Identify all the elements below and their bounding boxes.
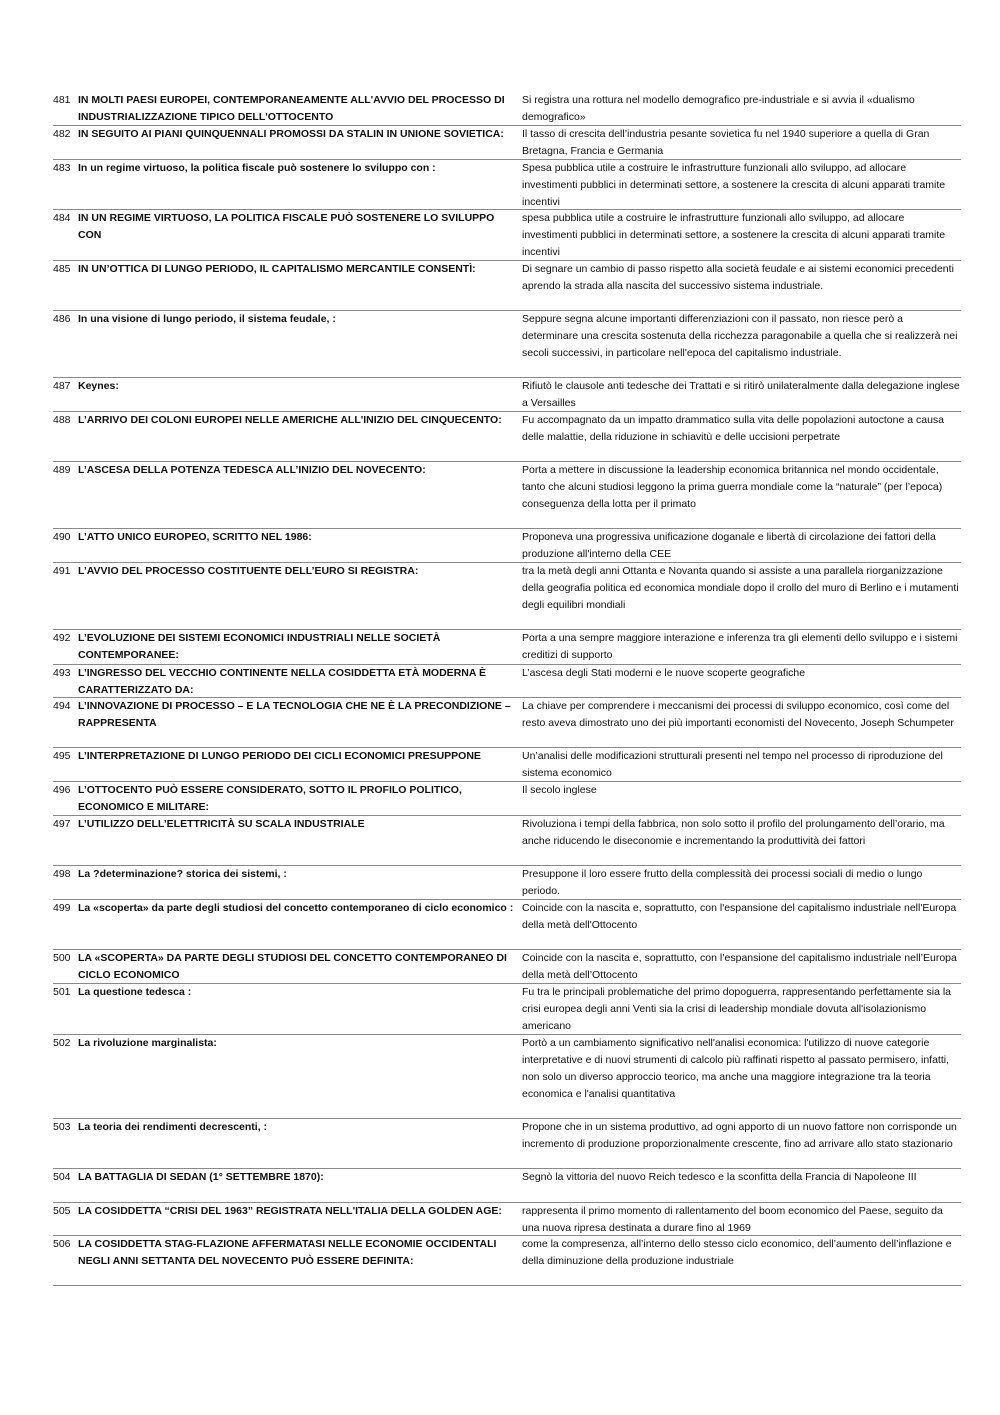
table-row bbox=[53, 563, 961, 630]
table-row bbox=[53, 126, 961, 160]
answer-text: Coincide con la nascita e, soprattutto, con l'espansione del capitalismo industriale nell'Europa della metà dell'Ottocento bbox=[522, 902, 957, 931]
question-text: L’ASCESA DELLA POTENZA TEDESCA ALL’INIZIO DEL NOVECENTO: bbox=[78, 464, 426, 476]
question-text: La rivoluzione marginalista: bbox=[78, 1037, 217, 1049]
table-row bbox=[53, 378, 961, 412]
table-row bbox=[53, 412, 961, 462]
question-text: LA COSIDDETTA STAG-FLAZIONE AFFERMATASI NELLE ECONOMIE OCCIDENTALI NEGLI ANNI SETTANTA DEL NOVECENTO PUÒ ESSERE DEFINITA: bbox=[78, 1238, 497, 1267]
answer-text: Spesa pubblica utile a costruire le infrastrutture funzionali allo sviluppo, ad allocare investimenti pubblici in determinati settore, a sostenere la crescita di alcuni apparati tramite incentivi bbox=[522, 162, 946, 208]
table-row bbox=[53, 698, 961, 748]
answer-text: Coincide con la nascita e, soprattutto, con l’espansione del capitalismo industriale nell’Europa della metà dell’Ottocento bbox=[522, 952, 957, 981]
table-row bbox=[53, 1203, 961, 1236]
question-number: 482 bbox=[53, 128, 71, 140]
table-row bbox=[53, 1119, 961, 1169]
answer-text: Porta a mettere in discussione la leadership economica britannica nel mondo occidentale, tanto che alcuni studiosi leggono la prima guerra mondiale come la “naturale” (per l’epoca) conseguenza della lotta per il primato bbox=[522, 464, 943, 510]
question-number: 496 bbox=[53, 784, 71, 796]
answer-text: Proponeva una progressiva unificazione doganale e libertà di circolazione dei fattori della produzione all'interno della CEE bbox=[522, 531, 936, 560]
question-text: L’ARRIVO DEI COLONI EUROPEI NELLE AMERICHE ALL'INIZIO DEL CINQUECENTO: bbox=[78, 414, 502, 426]
question-text: IN MOLTI PAESI EUROPEI, CONTEMPORANEAMENTE ALL'AVVIO DEL PROCESSO DI INDUSTRIALIZZAZIONE TIPICO DELL'OTTOCENTO bbox=[78, 94, 505, 123]
question-text: La questione tedesca : bbox=[78, 986, 192, 998]
answer-text: Il secolo inglese bbox=[522, 784, 597, 796]
answer-text: Di segnare un cambio di passo rispetto alla società feudale e ai sistemi economici precedenti aprendo la strada alla nascita del successivo sistema industriale. bbox=[522, 263, 954, 292]
question-number: 487 bbox=[53, 380, 71, 392]
question-number: 497 bbox=[53, 818, 71, 830]
question-number: 494 bbox=[53, 700, 71, 712]
answer-text: Fu tra le principali problematiche del primo dopoguerra, rappresentando perfettamente sia la crisi europea degli anni Venti sia la crisi di leadership mondiale dovuta all'isolazionismo americano bbox=[522, 986, 951, 1032]
answer-text: Rifiutò le clausole anti tedesche dei Trattati e si ritirò unilateralmente dalla delegazione inglese a Versailles bbox=[522, 380, 960, 409]
answer-text: Porta a una sempre maggiore interazione e inferenza tra gli elementi dello sviluppo e i sistemi creditizi di supporto bbox=[522, 632, 958, 661]
question-number: 485 bbox=[53, 263, 71, 275]
answer-text: Segnò la vittoria del nuovo Reich tedesco e la sconfitta della Francia di Napoleone III bbox=[522, 1171, 917, 1183]
table-row bbox=[53, 984, 961, 1035]
question-number: 481 bbox=[53, 94, 71, 106]
answer-text: Rivoluziona i tempi della fabbrica, non solo sotto il profilo del prolungamento dell’orario, ma anche riducendo le diseconomie e incrementando la produttività dei fattori bbox=[522, 818, 945, 847]
question-text: In un regime virtuoso, la politica fiscale può sostenere lo sviluppo con : bbox=[78, 162, 436, 174]
answer-text: Si registra una rottura nel modello demografico pre-industriale e si avvia il «dualismo demografico» bbox=[522, 94, 915, 123]
table-row bbox=[53, 630, 961, 665]
table-row bbox=[53, 1035, 961, 1119]
question-number: 492 bbox=[53, 632, 71, 644]
question-number: 501 bbox=[53, 986, 71, 998]
answer-text: tra la metà degli anni Ottanta e Novanta quando si assiste a una parallela riorganizzazione della geografia politica ed economica mondiale dopo il crollo del muro di Berlino e i mutamenti degli equilibri mondiali bbox=[522, 565, 959, 611]
question-text: L’AVVIO DEL PROCESSO COSTITUENTE DELL’EURO SI REGISTRA: bbox=[78, 565, 419, 577]
question-number: 503 bbox=[53, 1121, 71, 1133]
question-text: L’INNOVAZIONE DI PROCESSO – E LA TECNOLOGIA CHE NE È LA PRECONDIZIONE – RAPPRESENTA bbox=[78, 700, 511, 729]
table-row bbox=[53, 900, 961, 950]
question-number: 498 bbox=[53, 868, 71, 880]
answer-text: rappresenta il primo momento di rallentamento del boom economico del Paese, seguito da una nuova ripresa destinata a durare fino al 1969 bbox=[522, 1205, 943, 1234]
table-row bbox=[53, 950, 961, 984]
question-number: 483 bbox=[53, 162, 71, 174]
table-row bbox=[53, 1169, 961, 1203]
question-number: 505 bbox=[53, 1205, 71, 1217]
answer-text: spesa pubblica utile a costruire le infrastrutture funzionali allo sviluppo, ad allocare investimenti pubblici in determinati settore, a sostenere la crescita di alcuni apparati tramite incentivi bbox=[522, 212, 946, 258]
table-row bbox=[53, 261, 961, 311]
question-number: 500 bbox=[53, 952, 71, 964]
table-row bbox=[53, 665, 961, 698]
question-text: LA «SCOPERTA» DA PARTE DEGLI STUDIOSI DEL CONCETTO CONTEMPORANEO DI CICLO ECONOMICO bbox=[78, 952, 507, 981]
table-row bbox=[53, 748, 961, 782]
answer-text: Un’analisi delle modificazioni strutturali presenti nel tempo nel processo di riproduzione del sistema economico bbox=[522, 750, 943, 779]
question-number: 504 bbox=[53, 1171, 71, 1183]
question-text: La teoria dei rendimenti decrescenti, : bbox=[78, 1121, 268, 1133]
question-text: Keynes: bbox=[78, 380, 119, 392]
question-text: L’INTERPRETAZIONE DI LUNGO PERIODO DEI CICLI ECONOMICI PRESUPPONE bbox=[78, 750, 481, 762]
question-number: 506 bbox=[53, 1238, 71, 1250]
question-number: 495 bbox=[53, 750, 71, 762]
table-row bbox=[53, 210, 961, 261]
answer-text: La chiave per comprendere i meccanismi dei processi di sviluppo economico, così come del resto aveva dimostrato uno dei più importanti economisti del Novecento, Joseph Schumpeter bbox=[522, 700, 954, 729]
table-row bbox=[53, 866, 961, 900]
table-row bbox=[53, 92, 961, 126]
table-row bbox=[53, 160, 961, 210]
answer-text: Fu accompagnato da un impatto drammatico sulla vita delle popolazioni autoctone a causa delle malattie, della riduzione in schiavitù e delle uccisioni perpetrate bbox=[522, 414, 945, 443]
question-text: La «scoperta» da parte degli studiosi del concetto contemporaneo di ciclo economico : bbox=[78, 902, 514, 914]
answer-text: come la compresenza, all’interno dello stesso ciclo economico, dell’aumento dell’inflazione e della diminuzione della produzione industriale bbox=[522, 1238, 952, 1267]
answer-text: L’ascesa degli Stati moderni e le nuove scoperte geografiche bbox=[522, 667, 806, 679]
question-text: In una visione di lungo periodo, il sistema feudale, : bbox=[78, 313, 336, 325]
answer-text: Propone che in un sistema produttivo, ad ogni apporto di un nuovo fattore non corrisponde un incremento di produzione proporzionalmente crescente, fino ad arrivare allo stato stazionario bbox=[522, 1121, 957, 1150]
question-number: 489 bbox=[53, 464, 71, 476]
qa-table bbox=[53, 92, 961, 1286]
table-row bbox=[53, 311, 961, 378]
question-text: L’ATTO UNICO EUROPEO, SCRITTO NEL 1986: bbox=[78, 531, 312, 543]
question-text: L’OTTOCENTO PUÒ ESSERE CONSIDERATO, SOTTO IL PROFILO POLITICO, ECONOMICO E MILITARE: bbox=[78, 784, 462, 813]
question-number: 499 bbox=[53, 902, 71, 914]
answer-text: Il tasso di crescita dell’industria pesante sovietica fu nel 1940 superiore a quella di Gran Bretagna, Francia e Germania bbox=[522, 128, 930, 157]
question-text: L’EVOLUZIONE DEI SISTEMI ECONOMICI INDUSTRIALI NELLE SOCIETÀ CONTEMPORANEE: bbox=[78, 632, 441, 661]
question-number: 491 bbox=[53, 565, 71, 577]
question-text: IN UN REGIME VIRTUOSO, LA POLITICA FISCALE PUÒ SOSTENERE LO SVILUPPO CON bbox=[78, 212, 495, 241]
question-number: 493 bbox=[53, 667, 71, 679]
question-number: 484 bbox=[53, 212, 71, 224]
question-number: 486 bbox=[53, 313, 71, 325]
question-text: LA COSIDDETTA “CRISI DEL 1963” REGISTRATA NELL'ITALIA DELLA GOLDEN AGE: bbox=[78, 1205, 502, 1217]
question-text: IN SEGUITO AI PIANI QUINQUENNALI PROMOSSI DA STALIN IN UNIONE SOVIETICA: bbox=[78, 128, 504, 140]
question-text: L’INGRESSO DEL VECCHIO CONTINENTE NELLA COSIDDETTA ETÀ MODERNA È CARATTERIZZATO DA: bbox=[78, 667, 486, 696]
answer-text: Portò a un cambiamento significativo nell'analisi economica: l'utilizzo di nuove categorie interpretative e di nuovi strumenti di calcolo più raffinati rispetto al passato permisero, infatti, non solo un diverso approccio teorico, ma anche una maggiore integrazione tra la teoria economica e l'analisi quantitativa bbox=[522, 1037, 950, 1100]
table-row bbox=[53, 816, 961, 866]
question-number: 502 bbox=[53, 1037, 71, 1049]
question-text: LA BATTAGLIA DI SEDAN (1° SETTEMBRE 1870): bbox=[78, 1171, 324, 1183]
table-row bbox=[53, 462, 961, 529]
question-number: 490 bbox=[53, 531, 71, 543]
question-number: 488 bbox=[53, 414, 71, 426]
answer-text: Presuppone il loro essere frutto della complessità dei processi sociali di medio o lungo periodo. bbox=[522, 868, 923, 897]
question-text: L’UTILIZZO DELL’ELETTRICITÀ SU SCALA INDUSTRIALE bbox=[78, 818, 365, 830]
table-row bbox=[53, 782, 961, 816]
table-row bbox=[53, 1236, 961, 1286]
table-row bbox=[53, 529, 961, 563]
answer-text: Seppure segna alcune importanti differenziazioni con il passato, non riesce però a determinare una crescita sostenuta della ricchezza paragonabile a quella che si realizzerà nei secoli successivi, in particolare nell'epoca del capitalismo industriale. bbox=[522, 313, 958, 359]
question-text: La ?determinazione? storica dei sistemi, : bbox=[78, 868, 287, 880]
question-text: IN UN’OTTICA DI LUNGO PERIODO, IL CAPITALISMO MERCANTILE CONSENTÌ: bbox=[78, 263, 476, 275]
